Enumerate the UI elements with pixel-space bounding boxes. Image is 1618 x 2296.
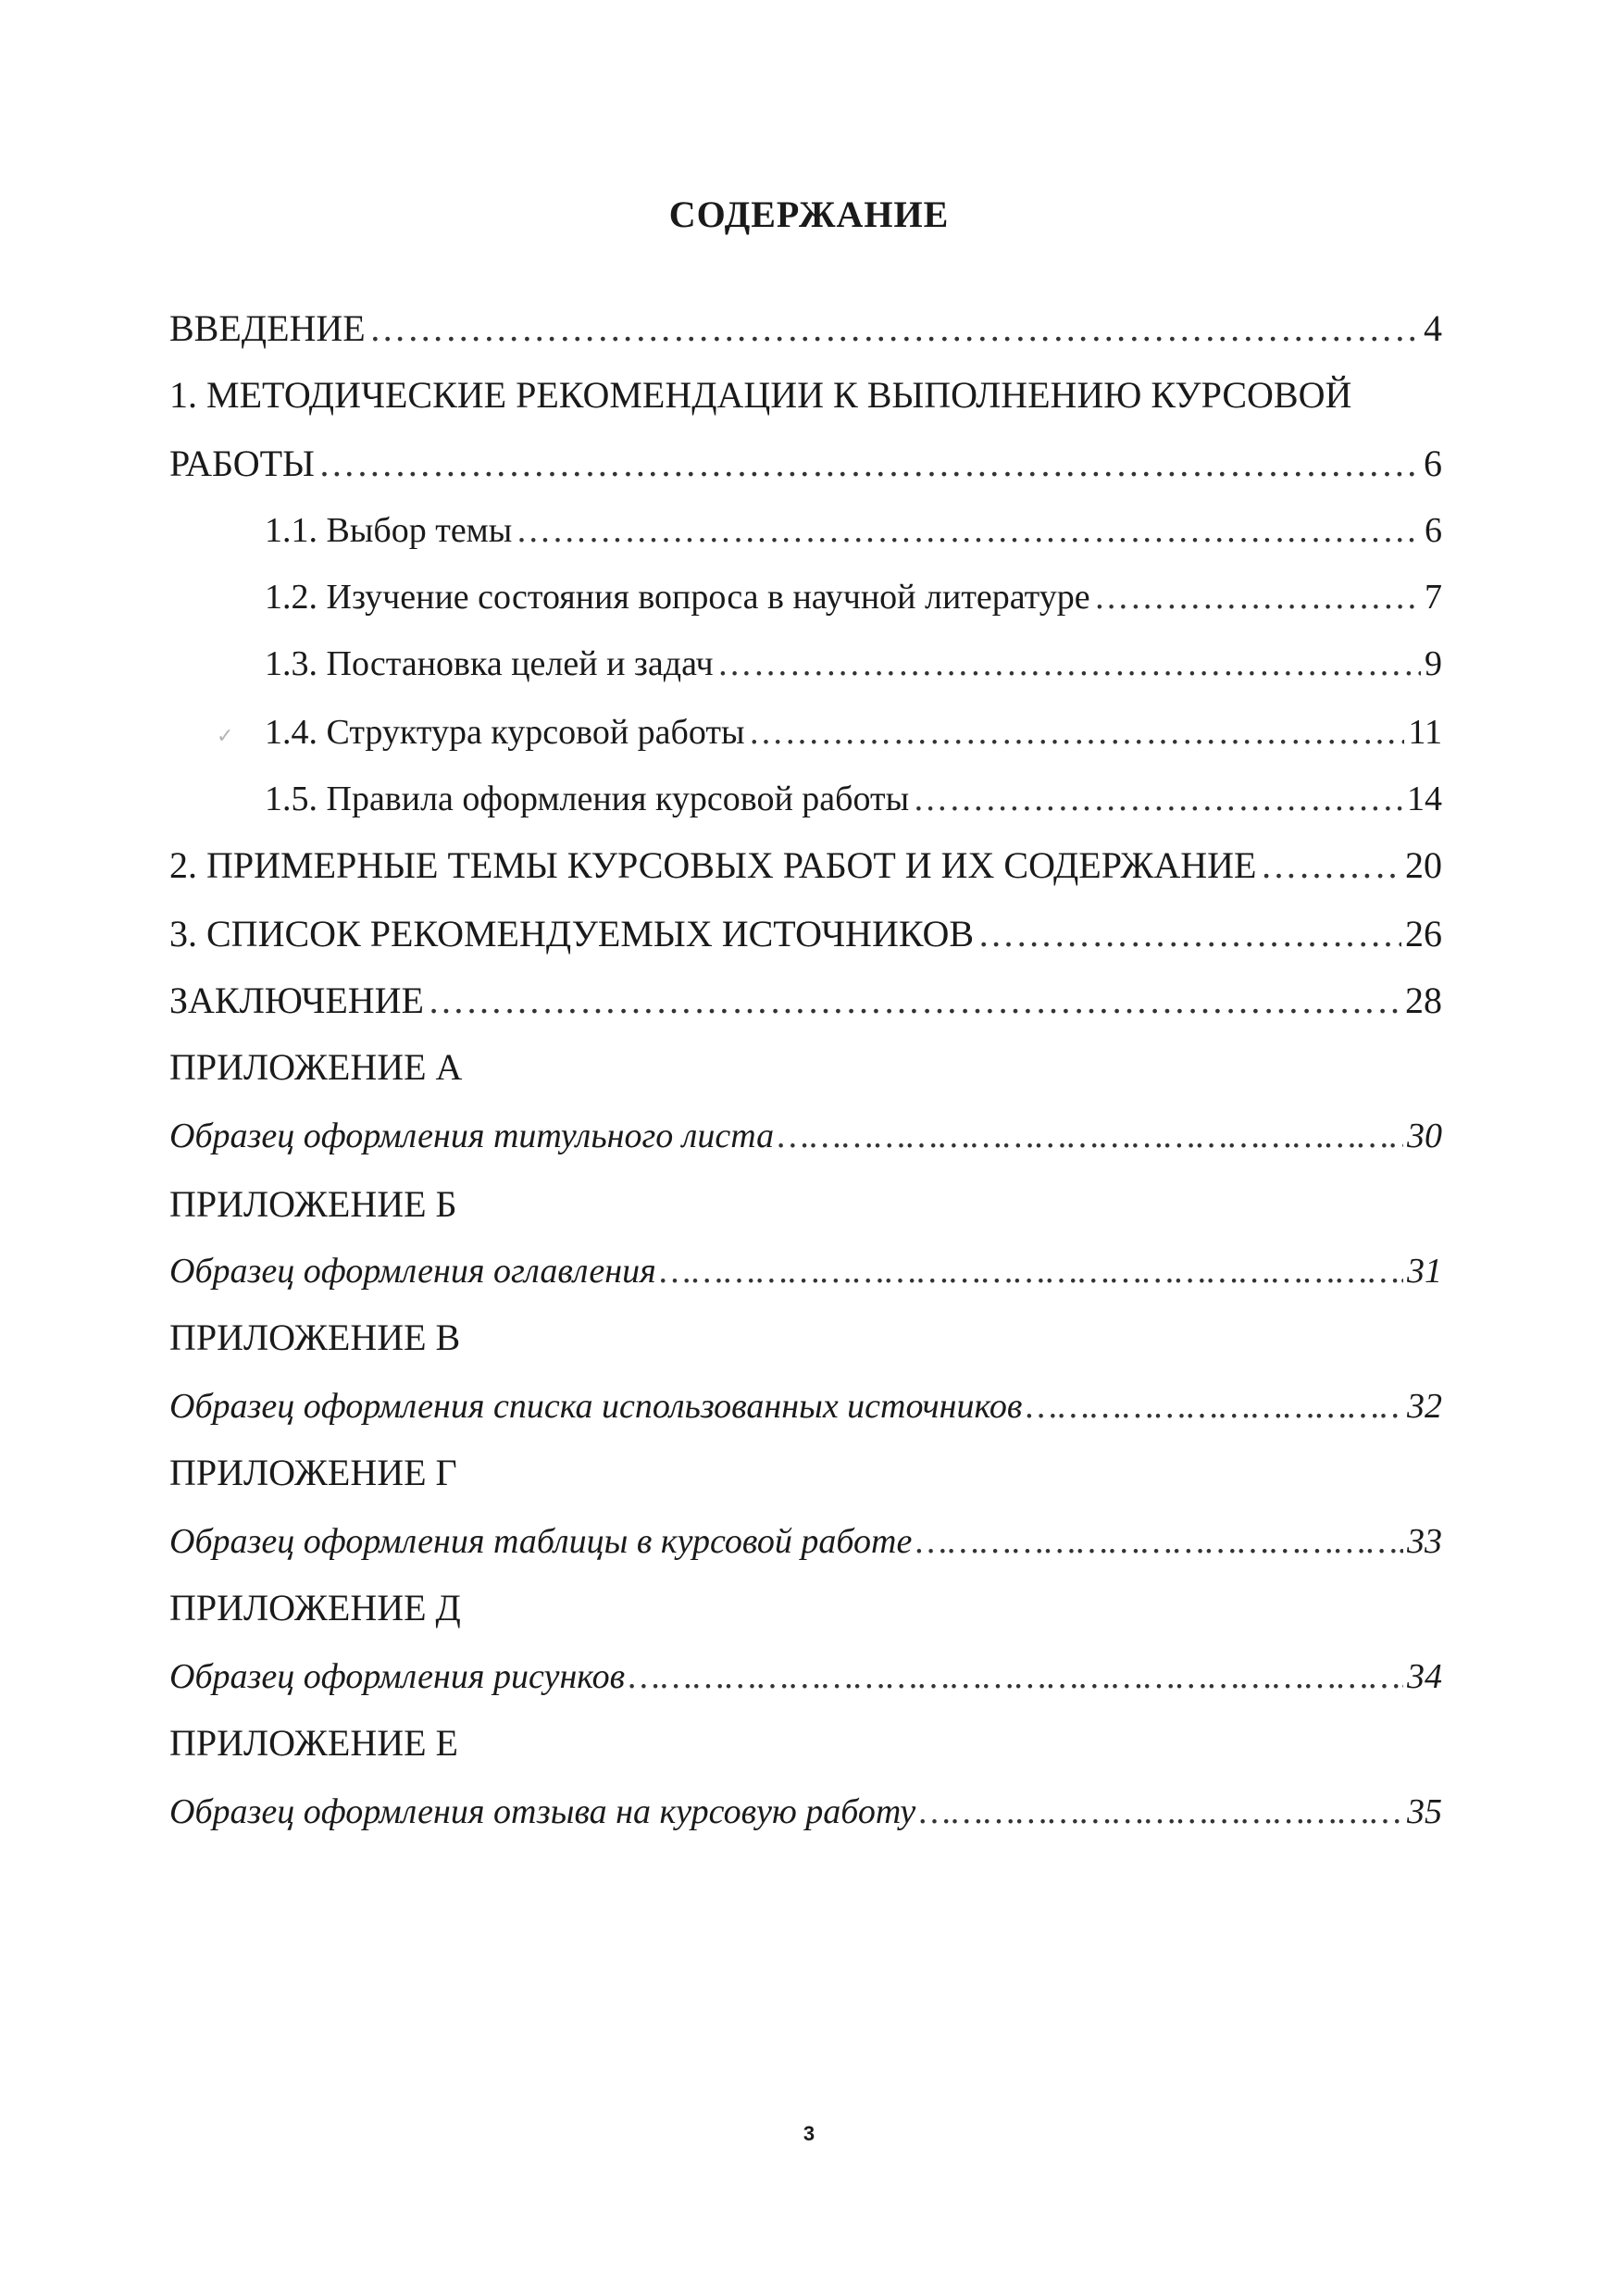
leader-dots — [369, 306, 1420, 352]
toc-entry-title: 1.5. Правила оформления курсовой работы — [265, 780, 910, 818]
toc-entry-subsection[interactable] — [265, 574, 1442, 620]
toc-entry-title: Образец оформления отзыва на курсовую работу — [169, 1792, 916, 1831]
leader-dots — [1094, 574, 1421, 620]
toc-entry-title: Образец оформления титульного листа — [169, 1117, 775, 1155]
leader-dots — [919, 1789, 1403, 1835]
toc-entry-section1[interactable] — [169, 441, 1442, 487]
leader-dots — [915, 1518, 1403, 1565]
scan-artifact: ✓ — [217, 724, 234, 747]
leader-dots — [778, 1113, 1403, 1159]
toc-entry-page: 4 — [1424, 307, 1442, 349]
toc-entry-appendix[interactable] — [169, 1789, 1442, 1835]
leader-dots — [516, 507, 1421, 554]
toc-entry-page: 33 — [1407, 1522, 1442, 1561]
toc-entry-page: 26 — [1405, 913, 1442, 955]
toc-section1-line1[interactable]: 1. МЕТОДИЧЕСКИЕ РЕКОМЕНДАЦИИ К ВЫПОЛНЕНИЮ КУРСОВОЙ — [169, 374, 1352, 416]
appendix-heading: ПРИЛОЖЕНИЕ А — [169, 1046, 463, 1088]
toc-entry-page: 34 — [1407, 1657, 1442, 1696]
toc-entry-conclusion[interactable] — [169, 978, 1442, 1024]
leader-dots — [913, 776, 1403, 822]
toc-entry-page: 7 — [1425, 578, 1442, 617]
leader-dots — [1261, 842, 1402, 889]
leader-dots — [717, 641, 1421, 687]
toc-entry-subsection[interactable] — [265, 709, 1442, 755]
appendix-heading: ПРИЛОЖЕНИЕ Б — [169, 1183, 457, 1225]
page-number: 3 — [803, 2122, 815, 2145]
toc-entry-title: ЗАКЛЮЧЕНИЕ — [169, 980, 424, 1021]
toc-entry-page: 9 — [1425, 644, 1442, 683]
toc-entry-intro[interactable] — [169, 306, 1442, 352]
toc-entry-appendix[interactable] — [169, 1113, 1442, 1159]
toc-entry-title: Образец оформления оглавления — [169, 1252, 656, 1291]
page-title: СОДЕРЖАНИЕ — [668, 193, 950, 235]
toc-entry-subsection[interactable] — [265, 507, 1442, 554]
toc-entry-title: 3. СПИСОК РЕКОМЕНДУЕМЫХ ИСТОЧНИКОВ — [169, 913, 975, 955]
toc-entry-page: 30 — [1407, 1117, 1442, 1155]
toc-entry-page: 20 — [1405, 844, 1442, 886]
toc-entry-appendix[interactable] — [169, 1248, 1442, 1294]
toc-entry-title: 1.1. Выбор темы — [265, 511, 513, 550]
toc-entry-subsection[interactable] — [265, 641, 1442, 687]
toc-entry-title: ВВЕДЕНИЕ — [169, 307, 366, 349]
toc-entry-title: Образец оформления рисунков — [169, 1657, 626, 1696]
toc-entry-title: РАБОТЫ — [169, 443, 315, 484]
toc-entry-title: 1.3. Постановка целей и задач — [265, 644, 714, 683]
leader-dots — [1026, 1383, 1403, 1429]
toc-entry-title: 1.4. Структура курсовой работы — [265, 713, 745, 752]
leader-dots — [660, 1248, 1403, 1294]
leader-dots — [977, 911, 1401, 957]
leader-dots — [428, 978, 1401, 1024]
toc-entry-appendix[interactable] — [169, 1383, 1442, 1429]
toc-entry-page: 14 — [1407, 780, 1442, 818]
appendix-heading: ПРИЛОЖЕНИЕ Е — [169, 1722, 458, 1764]
toc-entry-page: 6 — [1425, 511, 1442, 550]
appendix-heading: ПРИЛОЖЕНИЕ Г — [169, 1452, 457, 1493]
toc-entry-section2[interactable] — [169, 842, 1442, 889]
appendix-heading: ПРИЛОЖЕНИЕ Д — [169, 1587, 461, 1628]
toc-entry-title: 1.2. Изучение состояния вопроса в научной литературе — [265, 578, 1090, 617]
leader-dots — [629, 1653, 1403, 1700]
toc-entry-page: 6 — [1424, 443, 1442, 484]
leader-dots — [318, 441, 1420, 487]
toc-entry-page: 28 — [1405, 980, 1442, 1021]
appendix-heading: ПРИЛОЖЕНИЕ В — [169, 1316, 461, 1358]
toc-entry-page: 32 — [1407, 1387, 1442, 1426]
toc-entry-appendix[interactable] — [169, 1653, 1442, 1700]
toc-entry-subsection[interactable] — [265, 776, 1442, 822]
toc-entry-page: 11 — [1408, 713, 1442, 752]
toc-entry-page: 31 — [1407, 1252, 1442, 1291]
toc-entry-title: Образец оформления таблицы в курсовой работе — [169, 1522, 913, 1561]
toc-entry-title: 2. ПРИМЕРНЫЕ ТЕМЫ КУРСОВЫХ РАБОТ И ИХ СОДЕРЖАНИЕ — [169, 844, 1257, 886]
leader-dots — [749, 709, 1405, 755]
toc-entry-appendix[interactable] — [169, 1518, 1442, 1565]
toc-entry-title: Образец оформления списка использованных источников — [169, 1387, 1023, 1426]
toc-entry-page: 35 — [1407, 1792, 1442, 1831]
toc-entry-section3[interactable] — [169, 911, 1442, 957]
